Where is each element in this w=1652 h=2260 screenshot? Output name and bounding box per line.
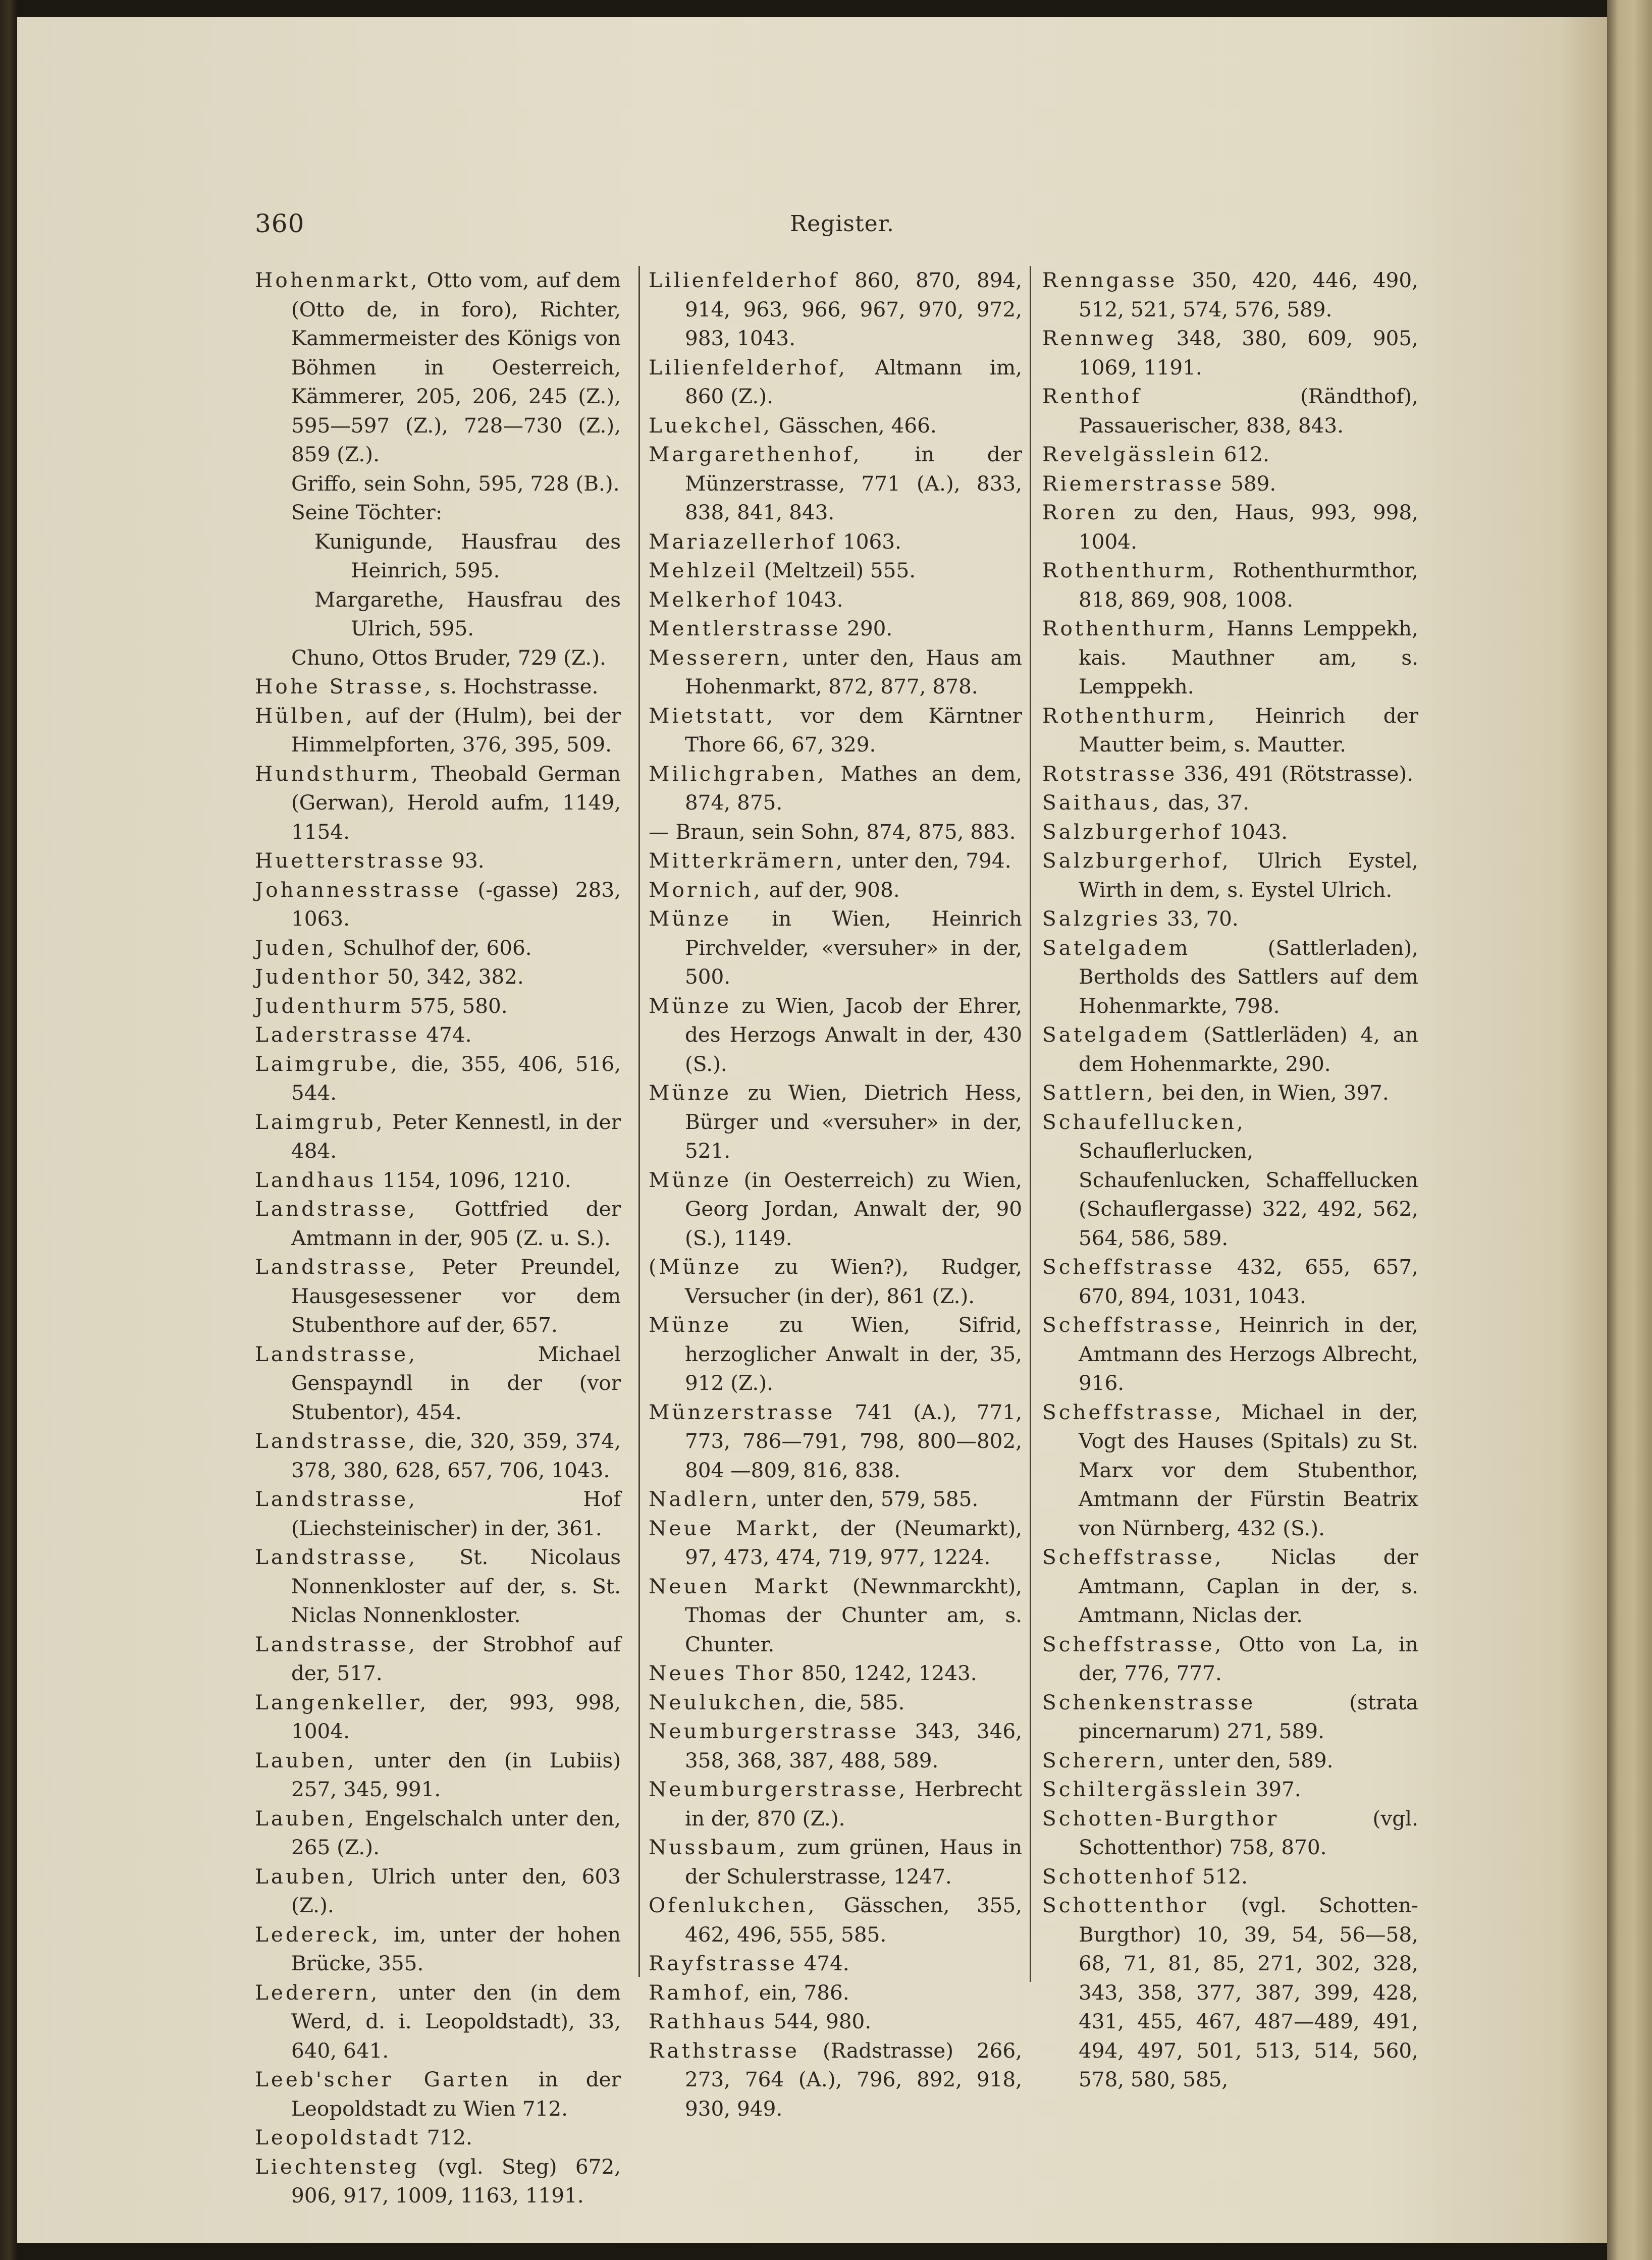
index-entry xyxy=(255,585,621,643)
index-entry xyxy=(255,469,621,499)
entry-text: unter den, 794. xyxy=(845,848,1011,873)
entry-text: ein, 786. xyxy=(752,1980,849,2005)
entry-text: Griffo, sein Sohn, 595, 728 (B.). xyxy=(291,471,620,496)
entry-headword: Münze xyxy=(649,993,731,1018)
entry-text: auf der, 908. xyxy=(762,877,900,902)
entry-headword: Landstrasse, xyxy=(255,1545,418,1569)
index-entry xyxy=(255,266,621,469)
index-entry xyxy=(1042,266,1418,324)
entry-text: der (Neumarkt), 97, 473, 474, 719, 977, 1224. xyxy=(685,1516,1022,1569)
entry-text: 612. xyxy=(1217,442,1269,466)
entry-headword: Mehlzeil xyxy=(649,558,758,582)
entry-headword: Revelgässlein xyxy=(1042,442,1217,466)
entry-text: (vgl. Schottenthor) 758, 870. xyxy=(1079,1806,1418,1859)
index-entry xyxy=(1042,1688,1418,1746)
entry-text: auf der (Hulm), bei der Himmelpforten, 376, 395, 509. xyxy=(291,703,621,757)
entry-text: 575, 580. xyxy=(403,993,508,1018)
entry-text: 474. xyxy=(797,1951,849,1975)
entry-text: s. Hochstrasse. xyxy=(433,674,599,698)
entry-headword: Nussbaum, xyxy=(649,1835,788,1859)
entry-headword: Lauben, xyxy=(255,1748,356,1772)
entry-headword: Leopoldstadt xyxy=(255,2125,420,2149)
entry-headword: Rayfstrasse xyxy=(649,1951,797,1975)
entry-text: unter den, 579, 585. xyxy=(760,1487,979,1511)
index-entry xyxy=(1042,934,1418,1021)
entry-text: das, 37. xyxy=(1161,790,1249,815)
index-entry xyxy=(1042,760,1418,789)
entry-headword: Mariazellerhof xyxy=(649,529,837,554)
entry-headword: Scheffstrasse xyxy=(1042,1255,1215,1279)
entry-text: 432, 655, 657, 670, 894, 1031, 1043. xyxy=(1079,1255,1418,1308)
column-divider xyxy=(638,266,640,1977)
entry-headword: Hülben, xyxy=(255,703,355,728)
entry-text: Gässchen, 355, 462, 496, 555, 585. xyxy=(685,1893,1022,1947)
page-number: 360 xyxy=(255,209,305,238)
index-entry xyxy=(1042,1108,1418,1253)
index-entry xyxy=(649,1833,1022,1891)
index-entry xyxy=(649,818,1022,847)
entry-headword: Schottenthor xyxy=(1042,1893,1209,1917)
index-entry xyxy=(649,643,1022,702)
entry-headword: Ramhof, xyxy=(649,1980,753,2005)
index-entry xyxy=(649,1775,1022,1833)
entry-text: (Radstrasse) 266, 273, 764 (A.), 796, 892, 918, 930, 949. xyxy=(685,2038,1022,2121)
entry-text: zum grünen, Haus in der Schulerstrasse, 1247. xyxy=(685,1835,1022,1889)
entry-headword: Riemerstrasse xyxy=(1042,471,1224,496)
entry-headword: Rotstrasse xyxy=(1042,761,1178,786)
entry-headword: Messerern, xyxy=(649,645,791,670)
entry-headword: Huetterstrasse xyxy=(255,848,446,873)
index-entry xyxy=(649,760,1022,818)
entry-headword: Roren xyxy=(1042,500,1118,524)
entry-text: Schauflerlucken, Schaufenlucken, Schaffellucken (Schauflergasse) 322, 492, 562, 564, 586, 589. xyxy=(1079,1139,1418,1250)
index-entry xyxy=(1042,904,1418,934)
index-entry xyxy=(255,846,621,876)
index-entry xyxy=(649,1485,1022,1514)
entry-headword: Laderstrasse xyxy=(255,1023,420,1047)
index-entry xyxy=(1042,324,1418,382)
entry-text: zu Wien, Jacob der Ehrer, des Herzogs Anwalt in der, 430 (S.). xyxy=(685,993,1022,1076)
index-entry xyxy=(255,643,621,673)
index-entry xyxy=(255,1050,621,1108)
entry-text: (vgl. Steg) 672, 906, 917, 1009, 1163, 1191. xyxy=(291,2154,621,2208)
entry-headword: Sattlern, xyxy=(1042,1081,1156,1105)
entry-text: Heinrich in der, Amtmann des Herzogs Albrecht, 916. xyxy=(1079,1313,1418,1395)
entry-text: 50, 342, 382. xyxy=(381,964,524,989)
entry-text: Niclas der Amtmann, Caplan in der, s. Amtmann, Niclas der. xyxy=(1079,1545,1418,1627)
entry-headword: Rothenthurm, xyxy=(1042,616,1217,640)
index-entry xyxy=(649,904,1022,992)
index-entry xyxy=(649,702,1022,760)
entry-text: unter den (in Lubiis) 257, 345, 991. xyxy=(291,1748,621,1801)
index-entry xyxy=(255,1804,621,1862)
index-entry xyxy=(255,876,621,934)
entry-text: zu Wien, Dietrich Hess, Bürger und «versuher» in der, 521. xyxy=(685,1081,1022,1163)
index-entry xyxy=(1042,1891,1418,2094)
entry-text: Gässchen, 466. xyxy=(772,413,937,438)
index-entry xyxy=(1042,1775,1418,1804)
entry-headword: Mentlerstrasse xyxy=(649,616,841,640)
entry-headword: Münze xyxy=(649,1081,731,1105)
index-entry xyxy=(1042,382,1418,440)
entry-headword: Johannesstrasse xyxy=(255,877,461,902)
entry-headword: Scherern, xyxy=(1042,1748,1167,1772)
entry-headword: Scheffstrasse, xyxy=(1042,1632,1224,1656)
index-entry xyxy=(255,2065,621,2123)
index-entry xyxy=(1042,1862,1418,1892)
entry-text: unter den, Haus am Hohenmarkt, 872, 877, 878. xyxy=(685,645,1022,698)
entry-text: die, 585. xyxy=(808,1690,905,1714)
index-entry xyxy=(649,1659,1022,1688)
entry-headword: Neumburgerstrasse xyxy=(649,1719,899,1743)
entry-text: Theobald German (Gerwan), Herold aufm, 1149, 1154. xyxy=(291,761,621,844)
entry-headword: (Münze xyxy=(649,1255,742,1279)
entry-text: 1063. xyxy=(836,529,901,554)
entry-text: Gottfried der Amtmann in der, 905 (Z. u. S.). xyxy=(291,1197,621,1250)
index-entry xyxy=(255,1485,621,1543)
entry-text: Ulrich Eystel, Wirth in dem, s. Eystel Ulrich. xyxy=(1079,848,1418,902)
index-entry xyxy=(1042,614,1418,702)
entry-text: (-gasse) 283, 1063. xyxy=(291,877,621,931)
entry-text: im, unter der hohen Brücke, 355. xyxy=(291,1922,621,1975)
entry-text: Rothenthurmthor, 818, 869, 908, 1008. xyxy=(1079,558,1418,612)
entry-text: (in Oesterreich) zu Wien, Georg Jordan, Anwalt der, 90 (S.), 1149. xyxy=(685,1167,1022,1250)
index-entry xyxy=(1042,818,1418,847)
entry-text: bei den, in Wien, 397. xyxy=(1155,1081,1389,1105)
entry-text: Engelschalch unter den, 265 (Z.). xyxy=(291,1806,621,1859)
entry-text: 512. xyxy=(1195,1864,1248,1889)
index-column-2 xyxy=(649,266,1022,2123)
entry-text: — Braun, sein Sohn, 874, 875, 883. xyxy=(649,819,1016,844)
entry-text: 850, 1242, 1243. xyxy=(794,1661,977,1685)
entry-text: zu Wien, Sifrid, herzoglicher Anwalt in der, 35, 912 (Z.). xyxy=(685,1313,1022,1395)
entry-headword: Schenkenstrasse xyxy=(1042,1690,1256,1714)
entry-text: 348, 380, 609, 905, 1069, 1191. xyxy=(1079,326,1418,380)
index-entry xyxy=(255,1166,621,1195)
entry-headword: Neue Markt, xyxy=(649,1516,821,1540)
index-entry xyxy=(255,1978,621,2066)
entry-text: Kunigunde, Hausfrau des Heinrich, 595. xyxy=(314,529,621,582)
index-entry xyxy=(1042,1398,1418,1543)
entry-headword: Nadlern, xyxy=(649,1487,760,1511)
entry-text: 474. xyxy=(419,1023,472,1047)
index-entry xyxy=(649,266,1022,353)
entry-headword: Ledereck, xyxy=(255,1922,381,1947)
entry-text: Otto vom, auf dem (Otto de, in foro), Richter, Kammermeister des Königs von Böhmen in Oesterreich, Kämmerer, 205, 206, 245 (Z.), 595—597 (Z.), 728—730 (Z.), 859 (Z.). xyxy=(291,268,621,466)
index-entry xyxy=(1042,1079,1418,1108)
entry-headword: Leeb'scher Garten xyxy=(255,2067,511,2091)
index-entry xyxy=(649,527,1022,557)
index-column-3 xyxy=(1042,266,1418,2094)
entry-headword: Saithaus, xyxy=(1042,790,1162,815)
index-entry xyxy=(255,1427,621,1485)
entry-text: (Newnmarckht), Thomas der Chunter am, s. Chunter. xyxy=(685,1574,1022,1656)
entry-headword: Renngasse xyxy=(1042,268,1178,292)
index-entry xyxy=(255,672,621,702)
entry-text: in Wien, Heinrich Pirchvelder, «versuher» in der, 500. xyxy=(685,906,1022,989)
entry-text: Chuno, Ottos Bruder, 729 (Z.). xyxy=(291,645,606,670)
index-entry xyxy=(649,614,1022,643)
entry-headword: Langenkeller, xyxy=(255,1690,429,1714)
entry-headword: Hohenmarkt, xyxy=(255,268,420,292)
index-entry xyxy=(649,556,1022,585)
entry-headword: Rothenthurm, xyxy=(1042,703,1217,728)
entry-text: unter den, 589. xyxy=(1167,1748,1334,1772)
index-entry xyxy=(1042,1543,1418,1630)
entry-headword: Salzburgerhof, xyxy=(1042,848,1231,873)
index-entry xyxy=(255,1108,621,1166)
running-title: Register. xyxy=(790,211,894,237)
entry-headword: Hohe Strasse, xyxy=(255,674,434,698)
index-entry xyxy=(649,1717,1022,1775)
entry-text: Otto von La, in der, 776, 777. xyxy=(1079,1632,1418,1685)
entry-headword: Renthof xyxy=(1042,384,1142,408)
entry-text: Peter Kennestl, in der 484. xyxy=(291,1109,621,1163)
index-entry xyxy=(255,2123,621,2153)
entry-headword: Landstrasse, xyxy=(255,1255,418,1279)
index-entry xyxy=(255,992,621,1021)
index-entry xyxy=(649,846,1022,876)
entry-text: vor dem Kärntner Thore 66, 67, 329. xyxy=(685,703,1022,757)
index-entry xyxy=(255,1630,621,1688)
entry-text: Schulhof der, 606. xyxy=(336,935,532,960)
index-entry xyxy=(649,2036,1022,2124)
index-entry xyxy=(1042,702,1418,760)
entry-text: Heinrich der Mautter beim, s. Mautter. xyxy=(1079,703,1418,757)
entry-headword: Mitterkrämern, xyxy=(649,848,845,873)
entry-text: Margarethe, Hausfrau des Ulrich, 595. xyxy=(314,587,621,640)
entry-headword: Landhaus xyxy=(255,1167,377,1192)
entry-headword: Neulukchen, xyxy=(649,1690,808,1714)
index-entry xyxy=(255,1862,621,1920)
entry-text: 1043. xyxy=(778,587,843,612)
entry-headword: Juden, xyxy=(255,935,337,960)
entry-headword: Münze xyxy=(649,1313,731,1337)
entry-headword: Laimgrube, xyxy=(255,1051,400,1076)
index-entry xyxy=(1042,469,1418,499)
entry-headword: Salzgries xyxy=(1042,906,1161,931)
index-entry xyxy=(649,1398,1022,1485)
index-entry xyxy=(1042,1253,1418,1311)
entry-headword: Scheffstrasse, xyxy=(1042,1313,1224,1337)
entry-text: 1043. xyxy=(1222,819,1288,844)
entry-headword: Münzerstrasse xyxy=(649,1400,835,1424)
index-entry xyxy=(255,1253,621,1340)
index-entry xyxy=(255,1543,621,1630)
index-entry xyxy=(255,498,621,527)
entry-headword: Landstrasse, xyxy=(255,1487,418,1511)
entry-text: (Sattlerladen), Bertholds des Sattlers auf dem Hohenmarkte, 798. xyxy=(1079,935,1418,1018)
entry-text: 397. xyxy=(1249,1777,1301,1801)
entry-text: Herbrecht in der, 870 (Z.). xyxy=(685,1777,1022,1831)
entry-headword: Liechtensteg xyxy=(255,2154,419,2179)
entry-headword: Neues Thor xyxy=(649,1661,795,1685)
entry-text: 33, 70. xyxy=(1160,906,1239,931)
entry-headword: Satelgadem xyxy=(1042,1023,1191,1047)
entry-text: 860, 870, 894, 914, 963, 966, 967, 970, 972, 983, 1043. xyxy=(685,268,1022,350)
entry-text: 343, 346, 358, 368, 387, 488, 589. xyxy=(685,1719,1022,1772)
index-entry xyxy=(255,702,621,760)
entry-text: Ulrich unter den, 603 (Z.). xyxy=(291,1864,621,1917)
index-entry xyxy=(1042,1746,1418,1775)
index-entry xyxy=(649,992,1022,1079)
entry-headword: Luekchel, xyxy=(649,413,773,438)
entry-text: 741 (A.), 771, 773, 786—791, 798, 800—802, 804 —809, 816, 838. xyxy=(685,1400,1022,1482)
entry-text: (Rändthof), Passauerischer, 838, 843. xyxy=(1079,384,1418,438)
index-entry xyxy=(1042,1311,1418,1398)
entry-headword: Lilienfelderhof, xyxy=(649,355,847,380)
index-entry xyxy=(1042,556,1418,614)
index-entry xyxy=(649,1311,1022,1398)
entry-text: 350, 420, 446, 490, 512, 521, 574, 576, 589. xyxy=(1079,268,1418,321)
index-entry xyxy=(649,1572,1022,1659)
entry-text: 1154, 1096, 1210. xyxy=(376,1167,571,1192)
index-entry xyxy=(649,1688,1022,1717)
entry-headword: Melkerhof xyxy=(649,587,778,612)
entry-headword: Münze xyxy=(649,906,731,931)
entry-text: 336, 491 (Rötstrasse). xyxy=(1177,761,1414,786)
entry-text: Peter Preundel, Hausgesessener vor dem Stubenthore auf der, 657. xyxy=(291,1255,621,1337)
index-entry xyxy=(649,1514,1022,1572)
entry-headword: Satelgadem xyxy=(1042,935,1191,960)
entry-headword: Landstrasse, xyxy=(255,1632,418,1656)
entry-text: die, 320, 359, 374, 378, 380, 628, 657, 706, 1043. xyxy=(291,1429,621,1482)
index-entry xyxy=(1042,1630,1418,1688)
entry-headword: Schotten-Burgthor xyxy=(1042,1806,1280,1831)
entry-text: der, 993, 998, 1004. xyxy=(291,1690,621,1743)
entry-text: St. Nicolaus Nonnenkloster auf der, s. St. Niclas Nonnenkloster. xyxy=(291,1545,621,1627)
index-entry xyxy=(255,1195,621,1253)
entry-text: in der Münzerstrasse, 771 (A.), 833, 838, 841, 843. xyxy=(685,442,1022,524)
index-entry xyxy=(1042,1804,1418,1862)
entry-headword: Landstrasse, xyxy=(255,1197,418,1221)
index-entry xyxy=(255,760,621,847)
entry-headword: Laimgrub, xyxy=(255,1109,385,1134)
entry-headword: Mornich, xyxy=(649,877,763,902)
entry-text: Hof (Liechsteinischer) in der, 361. xyxy=(291,1487,621,1540)
entry-text: Seine Töchter: xyxy=(291,500,443,524)
entry-headword: Judenthurm xyxy=(255,993,404,1018)
entry-text: Altmann im, 860 (Z.). xyxy=(685,355,1022,408)
index-entry xyxy=(649,1949,1022,1978)
entry-text: (Meltzeil) 555. xyxy=(757,558,916,582)
entry-text: (vgl. Schotten-Burgthor) 10, 39, 54, 56—58, 68, 71, 81, 85, 271, 302, 328, 343, 358, 377, 387, 399, 428, 431, 455, 467, 487—489, 491, 494, 497, 501, 513, 514, 560, 578, 580, 585, xyxy=(1079,1893,1418,2091)
index-entry xyxy=(255,1920,621,1978)
entry-headword: Scheffstrasse, xyxy=(1042,1545,1224,1569)
entry-headword: Schaufellucken, xyxy=(1042,1109,1246,1134)
entry-headword: Landstrasse, xyxy=(255,1341,418,1366)
index-entry xyxy=(1042,788,1418,818)
entry-text: Michael in der, Vogt des Hauses (Spitals) zu St. Marx vor dem Stubenthor, Amtmann der Fürstin Beatrix von Nürnberg, 432 (S.). xyxy=(1079,1400,1418,1540)
entry-headword: Schottenhof xyxy=(1042,1864,1196,1889)
entry-headword: Lauben, xyxy=(255,1864,356,1889)
entry-headword: Margarethenhof, xyxy=(649,442,862,466)
index-entry xyxy=(649,353,1022,411)
entry-headword: Lauben, xyxy=(255,1806,356,1831)
index-entry xyxy=(1042,498,1418,556)
entry-headword: Neuen Markt xyxy=(649,1574,831,1598)
entry-headword: Ofenlukchen, xyxy=(649,1893,817,1917)
entry-text: (Sattlerläden) 4, an dem Hohenmarkte, 290. xyxy=(1079,1023,1418,1076)
index-entry xyxy=(255,1340,621,1427)
entry-headword: Lilienfelderhof xyxy=(649,268,839,292)
entry-headword: Milichgraben, xyxy=(649,761,827,786)
entry-text: zu Wien?), Rudger, Versucher (in der), 861 (Z.). xyxy=(685,1255,1022,1308)
entry-headword: Rathstrasse xyxy=(649,2038,800,2063)
index-entry xyxy=(255,2153,621,2211)
entry-text: 93. xyxy=(445,848,485,873)
index-entry xyxy=(255,962,621,992)
index-entry xyxy=(649,585,1022,615)
entry-text: 290. xyxy=(840,616,893,640)
entry-headword: Rennweg xyxy=(1042,326,1157,350)
entry-headword: Rathhaus xyxy=(649,2009,768,2033)
entry-headword: Mietstatt, xyxy=(649,703,776,728)
index-entry xyxy=(649,440,1022,527)
index-entry xyxy=(1042,846,1418,904)
index-entry xyxy=(1042,1020,1418,1079)
index-entry xyxy=(649,1978,1022,2008)
index-entry xyxy=(1042,440,1418,469)
index-entry xyxy=(649,411,1022,441)
entry-headword: Scheffstrasse, xyxy=(1042,1400,1224,1424)
index-entry xyxy=(649,1891,1022,1949)
entry-headword: Salzburgerhof xyxy=(1042,819,1223,844)
entry-text: 544, 980. xyxy=(767,2009,872,2033)
entry-text: zu den, Haus, 993, 998, 1004. xyxy=(1079,500,1418,554)
index-entry xyxy=(649,1166,1022,1253)
entry-text: Mathes an dem, 874, 875. xyxy=(685,761,1022,815)
entry-text: die, 355, 406, 516, 544. xyxy=(291,1051,621,1105)
index-entry xyxy=(255,527,621,585)
index-entry xyxy=(649,1253,1022,1311)
entry-headword: Neumburgerstrasse, xyxy=(649,1777,908,1801)
page-header xyxy=(255,209,1436,244)
index-entry xyxy=(255,1020,621,1050)
entry-headword: Judenthor xyxy=(255,964,381,989)
entry-headword: Münze xyxy=(649,1167,731,1192)
entry-headword: Schiltergässlein xyxy=(1042,1777,1249,1801)
entry-text: Hanns Lemppekh, kais. Mauthner am, s. Lemppekh. xyxy=(1079,616,1418,698)
entry-headword: Hundsthurm, xyxy=(255,761,421,786)
entry-text: unter den (in dem Werd, d. i. Leopoldstadt), 33, 640, 641. xyxy=(291,1980,621,2063)
index-entry xyxy=(649,1079,1022,1166)
column-divider xyxy=(1030,266,1031,1982)
page-edge xyxy=(1607,0,1652,2260)
entry-text: 712. xyxy=(420,2125,472,2149)
index-entry xyxy=(649,2007,1022,2036)
index-entry xyxy=(255,1688,621,1746)
entry-text: (strata pincernarum) 271, 589. xyxy=(1079,1690,1418,1743)
entry-headword: Landstrasse, xyxy=(255,1429,418,1453)
index-entry xyxy=(255,934,621,963)
index-entry xyxy=(255,1746,621,1804)
index-column-1 xyxy=(255,266,621,2211)
entry-headword: Rothenthurm, xyxy=(1042,558,1217,582)
entry-text: 589. xyxy=(1224,471,1276,496)
entry-text: der Strobhof auf der, 517. xyxy=(291,1632,621,1685)
entry-text: in der Leopoldstadt zu Wien 712. xyxy=(291,2067,621,2121)
entry-headword: Lederern, xyxy=(255,1980,380,2005)
index-entry xyxy=(649,876,1022,905)
entry-text: Michael Genspayndl in der (vor Stubentor), 454. xyxy=(291,1341,621,1424)
